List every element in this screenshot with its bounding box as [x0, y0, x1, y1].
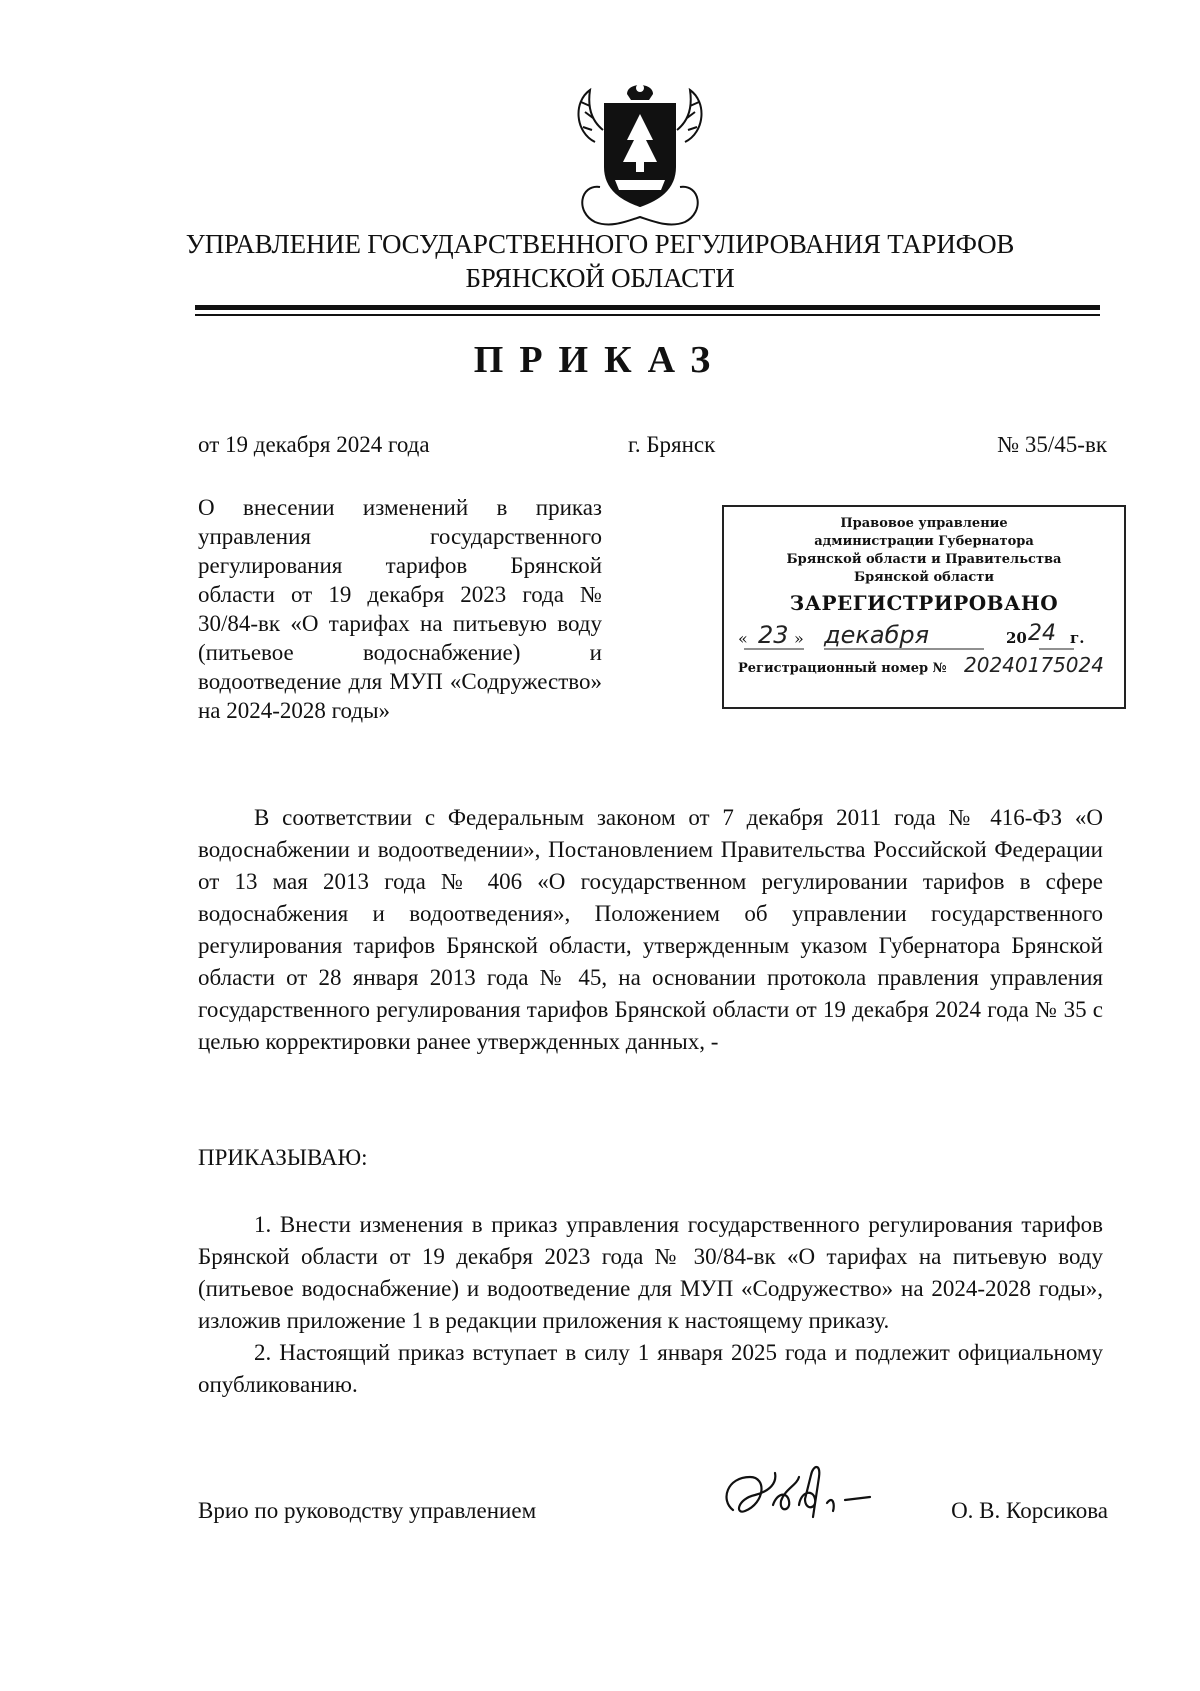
- handwritten-signature: [715, 1455, 890, 1530]
- document-subject: О внесении изменений в приказ управления государственного регулирования тарифов Брянской области от 19 декабря 2023 года № 30/84-вк «О тарифах на питьевую воду (питьевое водоснабжение) и водоотведение для МУП «Содружество» на 2024-2028 годы»: [198, 495, 602, 723]
- stamp-line-1: Правовое управление: [840, 516, 1008, 531]
- signer-name: О. В. Корсикова: [951, 1498, 1108, 1523]
- order-item: 2. Настоящий приказ вступает в силу 1 января 2025 года и подлежит официальному опубликованию.: [198, 1340, 1103, 1397]
- stamp-day-handwritten: 23: [758, 621, 789, 649]
- document-type-title: ПРИКАЗ: [473, 339, 727, 381]
- stamp-year-unit: г.: [1070, 629, 1085, 647]
- stamp-year-handwritten: 24: [1028, 621, 1056, 646]
- document-city: г. Брянск: [628, 432, 716, 457]
- stamp-year-prefix: 20: [1006, 629, 1027, 647]
- registration-stamp: [722, 505, 1126, 709]
- stamp-line-4: Брянской области: [853, 570, 994, 585]
- document-date: от 19 декабря 2024 года: [198, 432, 430, 457]
- organization-name-line2: БРЯНСКОЙ ОБЛАСТИ: [465, 263, 735, 293]
- document-number: № 35/45-вк: [997, 432, 1107, 457]
- organization-name-line1: УПРАВЛЕНИЕ ГОСУДАРСТВЕННОГО РЕГУЛИРОВАНИЯ ТАРИФОВ: [185, 229, 1015, 259]
- header-rule-thick: [195, 305, 1100, 310]
- header-rule-thin: [195, 314, 1100, 316]
- order-items: [198, 1209, 1103, 1401]
- stamp-line-2: администрации Губернатора: [814, 534, 1034, 549]
- stamp-registration-number-handwritten: 20240175024: [964, 653, 1104, 677]
- stamp-line-3: Брянской области и Правительства: [786, 552, 1062, 567]
- order-keyword: ПРИКАЗЫВАЮ:: [198, 1145, 368, 1170]
- stamp-registered-label: ЗАРЕГИСТРИРОВАНО: [789, 591, 1059, 615]
- stamp-date-row: « 23 » декабря 20 24 г.: [724, 619, 1124, 653]
- coat-of-arms-emblem: [565, 72, 715, 232]
- stamp-registration-label: Регистрационный номер №: [738, 661, 947, 676]
- preamble-paragraph: В соответствии с Федеральным законом от 7 декабря 2011 года № 416-ФЗ «О водоснабжении и водоотведении», Постановлением Правительства Российской Федерации от 13 мая 2013 года № 406 «О государственном регулировании тарифов в сфере водоснабжения и водоотведения», Положением об управлении государственного регулирования тарифов Брянской области, утвержденным указом Губернатора Брянской области от 28 января 2013 года № 45, на основании протокола правления управления государственного регулирования тарифов Брянской области от 19 декабря 2024 года № 35 с целью корректировки ранее утвержденных данных, -: [198, 805, 1103, 1054]
- signer-title: Врио по руководству управлением: [198, 1498, 537, 1523]
- stamp-month-handwritten: декабря: [824, 621, 930, 649]
- stamp-registration-row: [724, 653, 1124, 681]
- stamp-date-underline: [734, 647, 1114, 651]
- order-item: 1. Внести изменения в приказ управления государственного регулирования тарифов Брянской области от 19 декабря 2023 года № 30/84-вк «О тарифах на питьевую воду (питьевое водоснабжение) и водоотведение для МУП «Содружество» на 2024-2028 годы», изложив приложение 1 в редакции приложения к настоящему приказу.: [198, 1212, 1103, 1333]
